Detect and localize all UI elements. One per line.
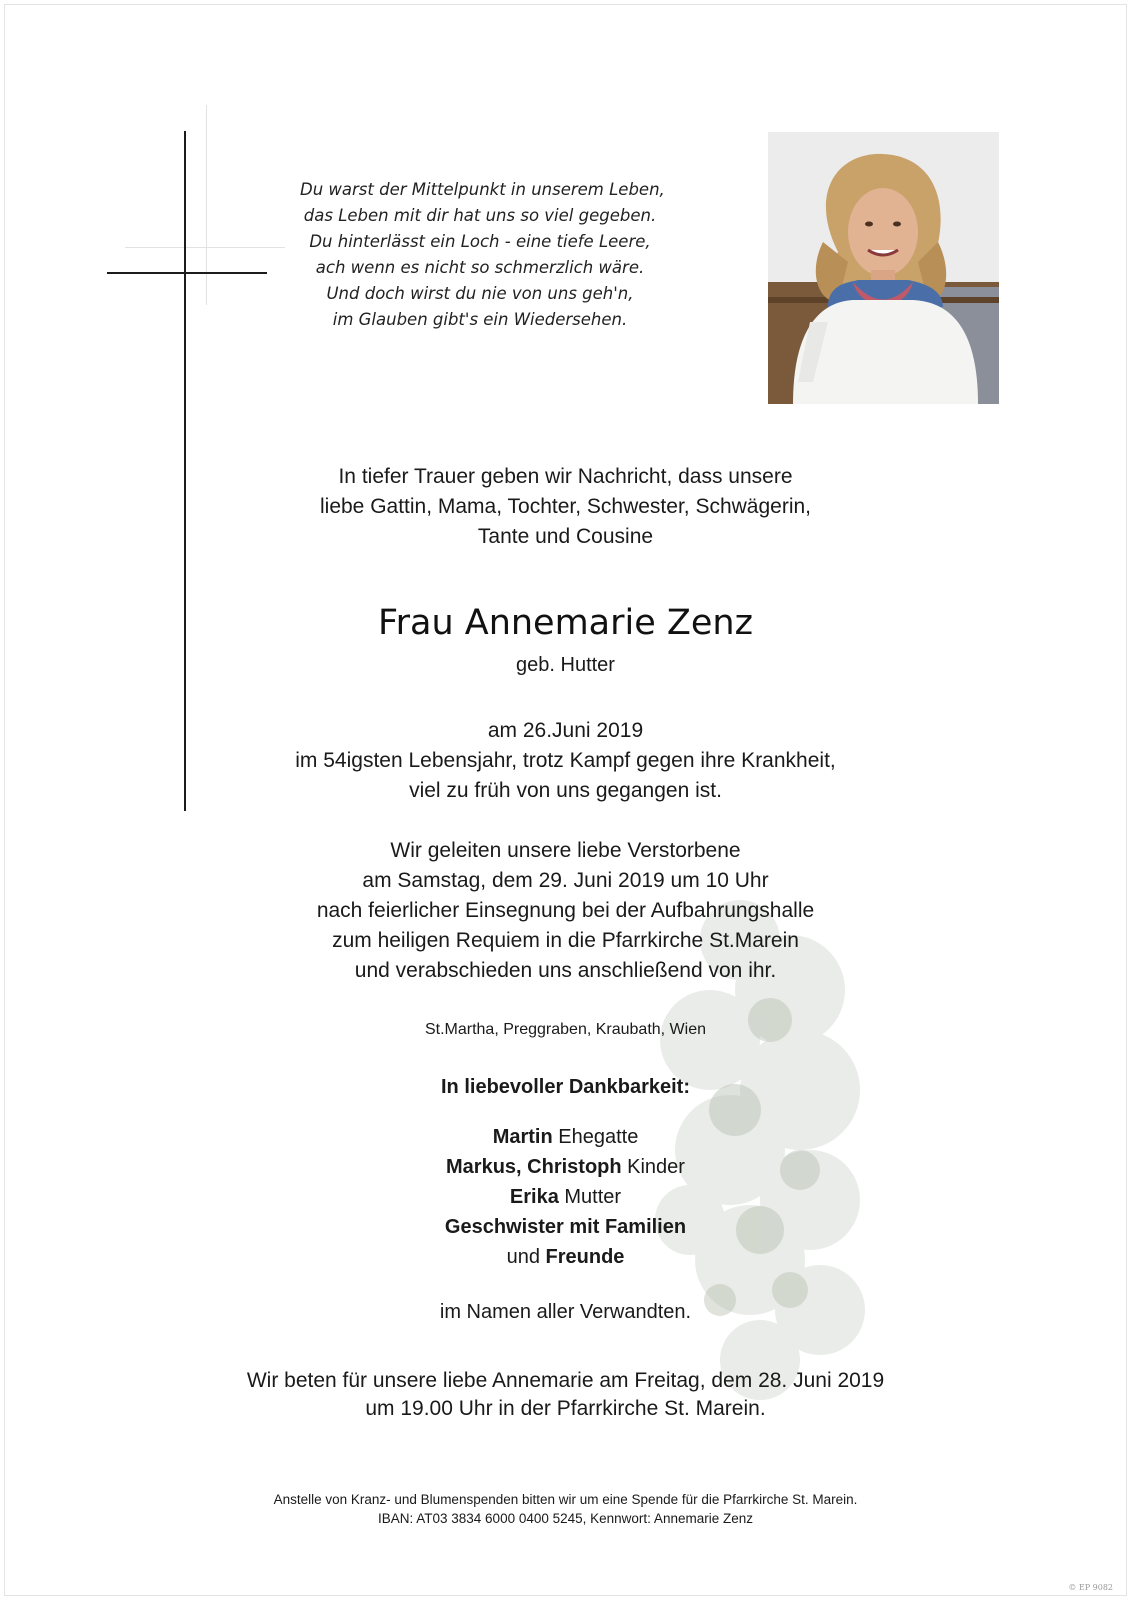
cross-guide-line [125, 247, 285, 248]
poem-line: im Glauben gibt's ein Wiedersehen. [332, 310, 628, 329]
death-notice [0, 716, 1131, 806]
funeral-line: am Samstag, dem 29. Juni 2019 um 10 Uhr [362, 869, 769, 892]
poem-line: Du hinterlässt ein Loch - eine tiefe Leere, [309, 232, 651, 251]
mourner-line [0, 1152, 1131, 1182]
mourner-name: Freunde [545, 1246, 625, 1268]
mourner-line [0, 1212, 1131, 1242]
donation-notice [0, 1490, 1131, 1528]
cross-icon-bar [107, 272, 267, 274]
mourner-line [0, 1242, 1131, 1272]
funeral-line: und verabschieden uns anschließend von ihr. [354, 959, 777, 982]
mourner-line [0, 1182, 1131, 1212]
poem-line: ach wenn es nicht so schmerzlich wäre. [315, 258, 645, 277]
prayer-line: Wir beten für unsere liebe Annemarie am Freitag, dem 28. Juni 2019 [246, 1369, 885, 1392]
funeral-line: nach feierlicher Einsegnung bei der Aufbahrungshalle [316, 899, 815, 922]
footnote: © EP 9082 [1068, 1583, 1113, 1592]
funeral-details [0, 836, 1131, 986]
mourner-name: Martin [492, 1126, 553, 1148]
mourner-relation: Kinder [621, 1156, 685, 1178]
funeral-line: Wir geleiten unsere liebe Verstorbene [390, 839, 741, 862]
death-line: im 54igsten Lebensjahr, trotz Kampf gegen ihre Krankheit, [295, 749, 836, 772]
mourner-relation: Ehegatte [552, 1126, 639, 1148]
death-line: am 26.Juni 2019 [487, 719, 644, 742]
thanks-heading: In liebevoller Dankbarkeit: [441, 1076, 690, 1098]
mourners-list [0, 1122, 1131, 1272]
poem [300, 177, 665, 333]
intro-line: Tante und Cousine [477, 525, 654, 548]
mourner-name: Geschwister mit Familien [444, 1216, 687, 1238]
mourner-relation: Mutter [558, 1186, 622, 1208]
donation-line: IBAN: AT03 3834 6000 0400 5245, Kennwort: Annemarie Zenz [377, 1511, 753, 1526]
death-line: viel zu früh von uns gegangen ist. [409, 779, 722, 802]
birth-name: geb. Hutter [516, 654, 615, 676]
poem-line: das Leben mit dir hat uns so viel gegeben. [303, 206, 657, 225]
poem-line: Du warst der Mittelpunkt in unserem Leben, [300, 180, 665, 199]
mourner-prefix: und [506, 1246, 546, 1268]
donation-line: Anstelle von Kranz- und Blumenspenden bitten wir um eine Spende für die Pfarrkirche St. Marein. [273, 1492, 858, 1507]
places: St.Martha, Preggraben, Kraubath, Wien [424, 1021, 707, 1038]
announcement-intro [0, 462, 1131, 552]
prayer-line: um 19.00 Uhr in der Pfarrkirche St. Marein. [365, 1397, 766, 1420]
relatives-line: im Namen aller Verwandten. [439, 1301, 692, 1323]
mourner-name: Erika [509, 1186, 559, 1208]
mourner-name: Markus, Christoph [446, 1156, 622, 1178]
intro-line: In tiefer Trauer geben wir Nachricht, dass unsere [338, 465, 793, 488]
funeral-line: zum heiligen Requiem in die Pfarrkirche St.Marein [332, 929, 799, 952]
intro-line: liebe Gattin, Mama, Tochter, Schwester, Schwägerin, [319, 495, 812, 518]
mourner-line [0, 1122, 1131, 1152]
deceased-name: Frau Annemarie Zenz [378, 603, 753, 643]
poem-line: Und doch wirst du nie von uns geh'n, [326, 284, 634, 303]
cross-guide-line [206, 105, 207, 305]
prayer-notice [0, 1367, 1131, 1423]
portrait-photo [768, 132, 999, 404]
